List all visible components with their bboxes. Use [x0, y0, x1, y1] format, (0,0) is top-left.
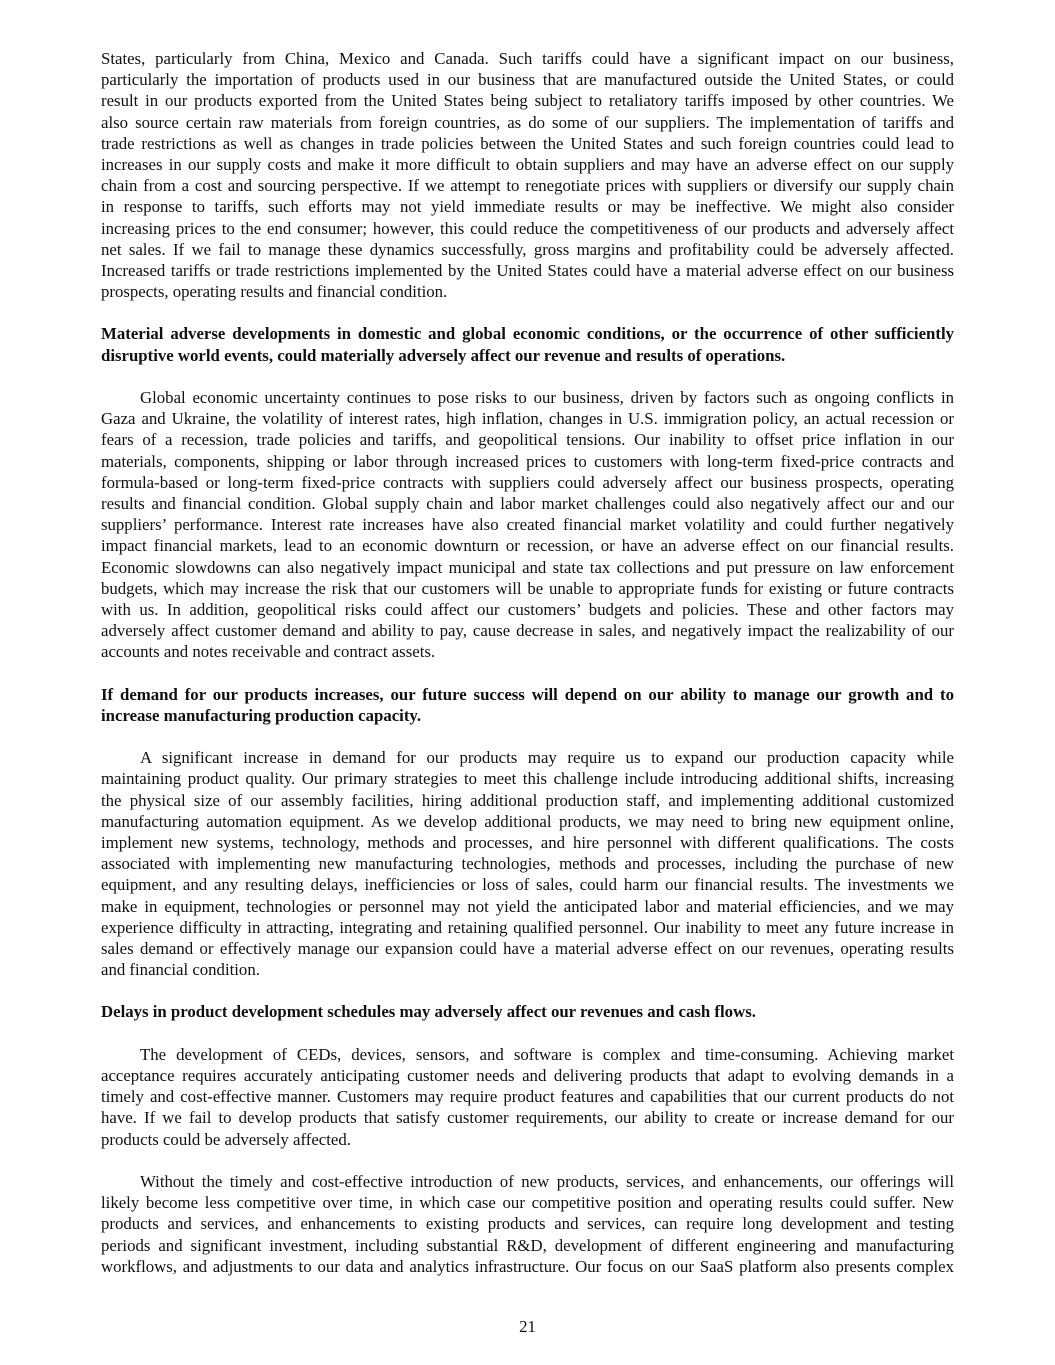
- heading-line: If demand for our products increases, our future success will depend on our ability to manage our growth and to: [101, 684, 954, 704]
- text-line: States, particularly from China, Mexico and Canada. Such tariffs could have a significant impact on our business,: [101, 49, 954, 68]
- heading-line: increase manufacturing production capacity.: [101, 705, 422, 725]
- text-line: products could be adversely affected.: [101, 1129, 351, 1149]
- section-heading-delays: [101, 1001, 954, 1022]
- text-line: products and services, and enhancements to existing products and services, can require long development and testing: [101, 1214, 954, 1234]
- text-line: prospects, operating results and financial condition.: [101, 282, 448, 302]
- text-line: trade restrictions as well as changes in trade policies between the United States and such foreign countries could lead to: [101, 133, 954, 153]
- text-line: maintaining product quality. Our primary strategies to meet this challenge include introducing additional shifts, increasing: [101, 769, 954, 789]
- growth-paragraph: [101, 747, 954, 980]
- text-line: increasing prices to the end consumer; however, this could reduce the competitiveness of our products and adversely affect: [101, 218, 954, 238]
- text-line: timely and cost-effective manner. Customers may require product features and capabilities that our current products do not: [101, 1087, 954, 1107]
- text-line: accounts and notes receivable and contract assets.: [101, 642, 436, 662]
- document-page: [101, 48, 954, 1298]
- text-line: chain from a cost and sourcing perspective. If we attempt to renegotiate prices with suppliers or diversify our supply chain: [101, 176, 954, 196]
- text-line: Gaza and Ukraine, the volatility of interest rates, high inflation, changes in U.S. immigration policy, an actual recession or: [101, 409, 954, 429]
- section-heading-economic: [101, 323, 954, 365]
- heading-line: Delays in product development schedules may adversely affect our revenues and cash flows.: [101, 1002, 756, 1022]
- text-line: results and financial condition. Global supply chain and labor market challenges could also negatively affect our and our: [101, 493, 954, 513]
- section-heading-growth: [101, 684, 954, 726]
- text-line: periods and significant investment, including substantial R&D, development of different engineering and manufacturing: [101, 1235, 954, 1255]
- text-line: also source certain raw materials from foreign countries, as do some of our suppliers. The implementation of tariffs and: [101, 112, 954, 132]
- text-line: implement new systems, technology, methods and processes, and hire personnel with different qualifications. The costs: [101, 832, 954, 852]
- text-line: and financial condition.: [101, 960, 260, 980]
- text-line: impact financial markets, lead to an economic downturn or recession, or have an adverse effect on our financial results.: [101, 536, 954, 556]
- text-line: Increased tariffs or trade restrictions implemented by the United States could have a material adverse effect on our business: [101, 260, 954, 280]
- text-line: suppliers’ performance. Interest rate increases have also created financial market volatility and could further negatively: [101, 515, 954, 535]
- economic-paragraph: [101, 387, 954, 662]
- text-line: with us. In addition, geopolitical risks could affect our customers’ budgets and policies. These and other factors may: [101, 599, 954, 619]
- text-line: workflows, and adjustments to our data and analytics infrastructure. Our focus on our SaaS platform also presents complex: [101, 1256, 954, 1276]
- text-line: A significant increase in demand for our products may require us to expand our production capacity while: [140, 748, 954, 768]
- text-line: adversely affect customer demand and ability to pay, cause decrease in sales, and negatively impact the realizability of our: [101, 621, 954, 641]
- text-line: in response to tariffs, such efforts may not yield immediate results or may be ineffective. We might also consider: [101, 197, 954, 217]
- text-line: materials, components, shipping or labor through increased prices to customers with long-term fixed-price contracts and: [101, 451, 954, 471]
- text-line: budgets, which may increase the risk that our customers will be unable to appropriate funds for existing or future contracts: [101, 578, 954, 598]
- text-line: Global economic uncertainty continues to pose risks to our business, driven by factors such as ongoing conflicts in: [140, 388, 954, 407]
- text-line: Economic slowdowns can also negatively impact municipal and state tax collections and put pressure on law enforcement: [101, 557, 954, 577]
- text-line: particularly the importation of products used in our business that are manufactured outside the United States, or could: [101, 70, 954, 90]
- page-number: 21: [519, 1317, 536, 1336]
- text-line: formula-based or long-term fixed-price contracts with suppliers could adversely affect our business prospects, operating: [101, 472, 954, 492]
- text-line: make in equipment, technologies or personnel may not yield the anticipated labor and material efficiencies, and we may: [101, 896, 954, 916]
- text-line: have. If we fail to develop products that satisfy customer requirements, our ability to create or increase demand for our: [101, 1108, 954, 1128]
- delays-paragraph-2: [101, 1171, 954, 1277]
- text-line: The development of CEDs, devices, sensors, and software is complex and time-consuming. Achieving market: [140, 1044, 954, 1064]
- text-line: sales demand or effectively manage our expansion could have a material adverse effect on our revenues, operating results: [101, 938, 954, 958]
- text-line: acceptance requires accurately anticipating customer needs and delivering products that adapt to evolving demands in a: [101, 1066, 954, 1085]
- tariff-paragraph: [101, 48, 954, 302]
- text-line: manufacturing automation equipment. As we develop additional products, we may need to bring new equipment online,: [101, 811, 954, 831]
- text-line: fears of a recession, trade policies and tariffs, and geopolitical tensions. Our inability to offset price inflation in our: [101, 430, 954, 450]
- text-line: likely become less competitive over time, in which case our competitive position and operating results could suffer. New: [101, 1193, 954, 1213]
- text-line: result in our products exported from the United States being subject to retaliatory tariffs imposed by other countries. We: [101, 91, 954, 111]
- text-line: Without the timely and cost-effective introduction of new products, services, and enhancements, our offerings will: [140, 1171, 954, 1191]
- text-line: the physical size of our assembly facilities, hiring additional production staff, and implementing additional customized: [101, 790, 954, 810]
- text-line: increases in our supply costs and make it more difficult to obtain suppliers and may have an adverse effect on our supply: [101, 154, 954, 174]
- text-line: experience difficulty in attracting, integrating and retaining qualified personnel. Our inability to meet any future increase in: [101, 917, 954, 937]
- text-line: equipment, and any resulting delays, inefficiencies or loss of sales, could harm our financial results. The investments we: [101, 875, 954, 895]
- text-line: associated with implementing new manufacturing technologies, methods and processes, including the purchase of new: [101, 854, 954, 874]
- text-line: net sales. If we fail to manage these dynamics successfully, gross margins and profitability could be adversely affected.: [101, 239, 954, 259]
- heading-line: Material adverse developments in domestic and global economic conditions, or the occurrence of other sufficiently: [101, 324, 954, 344]
- delays-paragraph-1: [101, 1044, 954, 1150]
- heading-line: disruptive world events, could materially adversely affect our revenue and results of operations.: [101, 345, 786, 365]
